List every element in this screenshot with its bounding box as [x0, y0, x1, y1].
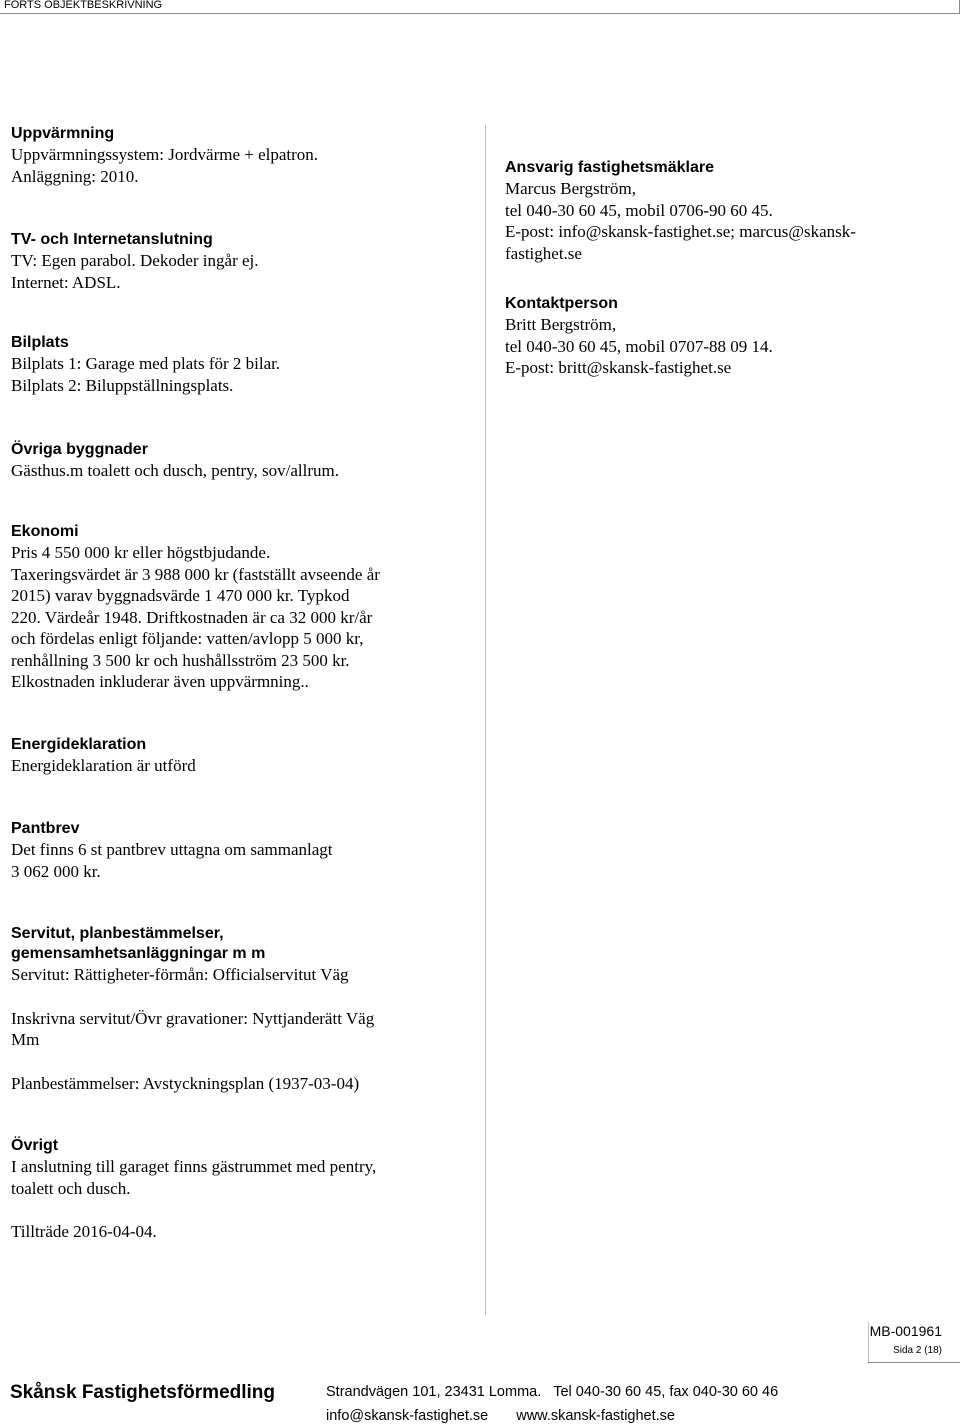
text-line: Anläggning: 2010.	[11, 166, 139, 186]
text-line: och fördelas enligt följande: vatten/avlopp 5 000 kr,	[11, 629, 364, 648]
section-heading: Kontaktperson	[505, 295, 618, 312]
footer-email[interactable]: info@skansk-fastighet.se	[326, 1408, 489, 1424]
footer-address: Strandvägen 101, 23431 Lomma.	[326, 1384, 542, 1400]
text-line: Uppvärmningssystem: Jordvärme + elpatron.	[11, 145, 319, 164]
footer-contact	[326, 1384, 778, 1400]
text-line: Planbestämmelser: Avstyckningsplan (1937-03-04)	[11, 1073, 360, 1093]
text-line: Energideklaration är utförd	[11, 756, 196, 775]
text-line: Taxeringsvärdet är 3 988 000 kr (fastställt avseende år	[11, 564, 380, 584]
text-line: Bilplats 2: Biluppställningsplats.	[11, 375, 234, 395]
text-line: tel 040-30 60 45, mobil 0706-90 60 45.	[505, 200, 773, 220]
section-heading: Ansvarig fastighetsmäklare	[505, 159, 714, 176]
text-line: Inskrivna servitut/Övr gravationer: Nyttjanderätt Väg	[11, 1008, 375, 1028]
footer-divider	[868, 1362, 960, 1363]
section-heading: TV- och Internetanslutning	[11, 231, 213, 248]
footer-phone: Tel 040-30 60 45, fax 040-30 60 46	[553, 1384, 779, 1400]
text-line: Det finns 6 st pantbrev uttagna om sammanlagt	[11, 840, 333, 859]
company-name: Skånsk Fastighetsförmedling	[10, 1382, 276, 1403]
text-line: Marcus Bergström,	[505, 179, 636, 198]
section-ovrigt	[11, 1136, 376, 1243]
section-heading: Ekonomi	[11, 523, 79, 540]
page-header	[0, 0, 960, 14]
page-number: Sida 2 (18)	[893, 1345, 942, 1356]
section-heading: Bilplats	[11, 334, 69, 351]
section-heading: Övrigt	[11, 1137, 59, 1154]
section-tv-internet	[11, 230, 259, 293]
document-id: MB-001961	[869, 1323, 942, 1339]
section-heading-cont: gemensamhetsanläggningar m m	[11, 945, 266, 962]
section-energideklaration	[11, 735, 196, 777]
section-heading: Servitut, planbestämmelser,	[11, 925, 224, 942]
text-line: 2015) varav byggnadsvärde 1 470 000 kr. Typkod	[11, 586, 350, 605]
section-servitut	[11, 924, 374, 1094]
header-title: FORTS OBJEKTBESKRIVNING	[4, 0, 163, 11]
section-kontaktperson	[505, 294, 773, 379]
section-heading: Uppvärmning	[11, 125, 115, 142]
text-line: Mm	[11, 1030, 40, 1049]
text-line: tel 040-30 60 45, mobil 0707-88 09 14.	[505, 336, 773, 356]
section-heading: Energideklaration	[11, 736, 147, 753]
text-line: Elkostnaden inkluderar även uppvärmning..	[11, 672, 309, 691]
section-ekonomi	[11, 522, 380, 693]
section-ovriga-byggnader	[11, 440, 339, 482]
footer-links	[326, 1408, 675, 1424]
text-line: Servitut: Rättigheter-förmån: Officialservitut Väg	[11, 965, 349, 984]
text-line: E-post: info@skansk-fastighet.se; marcus@skansk-	[505, 222, 856, 241]
text-line: I anslutning till garaget finns gästrummet med pentry,	[11, 1157, 377, 1176]
tilltrade-text: Tillträde 2016-04-04.	[11, 1222, 157, 1241]
text-line: Gästhus.m toalett och dusch, pentry, sov/allrum.	[11, 461, 339, 480]
text-line: 220. Värdeår 1948. Driftkostnaden är ca 32 000 kr/år	[11, 607, 373, 627]
section-ansvarig-maklare	[505, 158, 856, 264]
section-heading: Övriga byggnader	[11, 441, 148, 458]
text-line: Pris 4 550 000 kr eller högstbjudande.	[11, 543, 271, 562]
column-divider	[485, 125, 486, 1315]
text-line: toalett och dusch.	[11, 1178, 131, 1198]
section-bilplats	[11, 333, 280, 396]
section-uppvarmning	[11, 124, 318, 187]
text-line: E-post: britt@skansk-fastighet.se	[505, 358, 732, 377]
text-line: Internet: ADSL.	[11, 272, 121, 292]
text-line: renhållning 3 500 kr och hushållsström 23 500 kr.	[11, 650, 350, 670]
text-line: Bilplats 1: Garage med plats för 2 bilar.	[11, 354, 281, 373]
text-line: fastighet.se	[505, 243, 582, 263]
section-pantbrev	[11, 819, 333, 882]
text-line: Britt Bergström,	[505, 315, 617, 334]
text-line: 3 062 000 kr.	[11, 861, 101, 881]
text-line: TV: Egen parabol. Dekoder ingår ej.	[11, 251, 259, 270]
footer-website[interactable]: www.skansk-fastighet.se	[516, 1408, 675, 1424]
section-heading: Pantbrev	[11, 820, 80, 837]
